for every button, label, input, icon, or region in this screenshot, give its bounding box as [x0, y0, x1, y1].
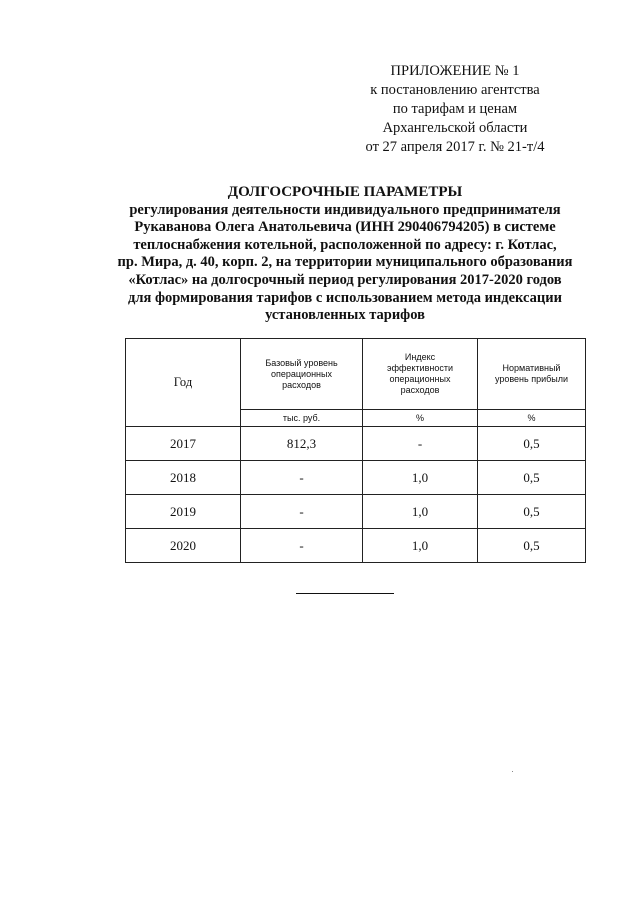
cell-profit-level: 0,5 — [478, 529, 586, 563]
heading-line: для формирования тарифов с использованием метода индексации — [128, 289, 562, 306]
header-line: Базовый уровень — [265, 357, 338, 368]
heading-line: «Котлас» на долгосрочный период регулирования 2017-2020 годов — [128, 271, 562, 288]
table-row — [126, 495, 586, 529]
cell-efficiency-index: 1,0 — [363, 495, 478, 529]
cell-base-expenses: 812,3 — [241, 427, 363, 461]
table-row — [126, 529, 586, 563]
unit-base-expenses: тыс. руб. — [241, 410, 363, 427]
cell-base-expenses: - — [241, 529, 363, 563]
cell-efficiency-index: 1,0 — [363, 461, 478, 495]
heading-line: установленных тарифов — [265, 307, 425, 324]
appendix-line: Архангельской области — [382, 120, 528, 136]
header-line: расходов — [400, 385, 440, 395]
closing-rule — [296, 593, 394, 594]
appendix-line: ПРИЛОЖЕНИЕ № 1 — [390, 63, 520, 79]
document-title: ДОЛГОСРОЧНЫЕ ПАРАМЕТРЫ — [227, 184, 463, 200]
cell-efficiency-index: - — [363, 427, 478, 461]
cell-profit-level: 0,5 — [478, 461, 586, 495]
cell-efficiency-index: 1,0 — [363, 529, 478, 563]
parameters-table — [125, 338, 586, 563]
heading-line: Рукаванова Олега Анатольевича (ИНН 290406794205) в системе — [134, 219, 556, 236]
scan-speck — [512, 771, 513, 772]
cell-base-expenses: - — [241, 461, 363, 495]
table-row — [126, 427, 586, 461]
heading-line: регулирования деятельности индивидуального предпринимателя — [129, 201, 561, 218]
header-line: Нормативный — [502, 363, 561, 373]
heading-line: теплоснабжения котельной, расположенной по адресу: г. Котлас, — [133, 236, 557, 253]
appendix-line: к постановлению агентства — [370, 82, 540, 98]
cell-year: 2020 — [126, 529, 241, 563]
cell-profit-level: 0,5 — [478, 427, 586, 461]
header-efficiency-index — [363, 339, 478, 410]
cell-base-expenses: - — [241, 495, 363, 529]
header-line: операционных — [389, 374, 451, 384]
cell-year: 2017 — [126, 427, 241, 461]
header-line: расходов — [282, 379, 321, 390]
appendix-line: от 27 апреля 2017 г. № 21-т/4 — [365, 139, 545, 155]
appendix-line: по тарифам и ценам — [392, 101, 518, 117]
heading-line: пр. Мира, д. 40, корп. 2, на территории муниципального образования — [117, 254, 573, 271]
table-row — [126, 461, 586, 495]
cell-profit-level: 0,5 — [478, 495, 586, 529]
header-line: уровень прибыли — [494, 374, 569, 384]
document-heading — [95, 184, 595, 325]
header-year — [126, 339, 241, 427]
header-base-expenses — [241, 339, 363, 410]
header-profit-level — [478, 339, 586, 410]
cell-year: 2019 — [126, 495, 241, 529]
appendix-block — [330, 62, 580, 157]
header-line: операционных — [271, 368, 332, 379]
header-year-label: Год — [173, 375, 193, 389]
table-header-row — [126, 339, 586, 410]
cell-year: 2018 — [126, 461, 241, 495]
unit-efficiency-index: % — [363, 410, 478, 427]
header-line: Индекс — [404, 352, 436, 362]
header-line: эффективности — [386, 363, 453, 373]
unit-profit-level: % — [478, 410, 586, 427]
